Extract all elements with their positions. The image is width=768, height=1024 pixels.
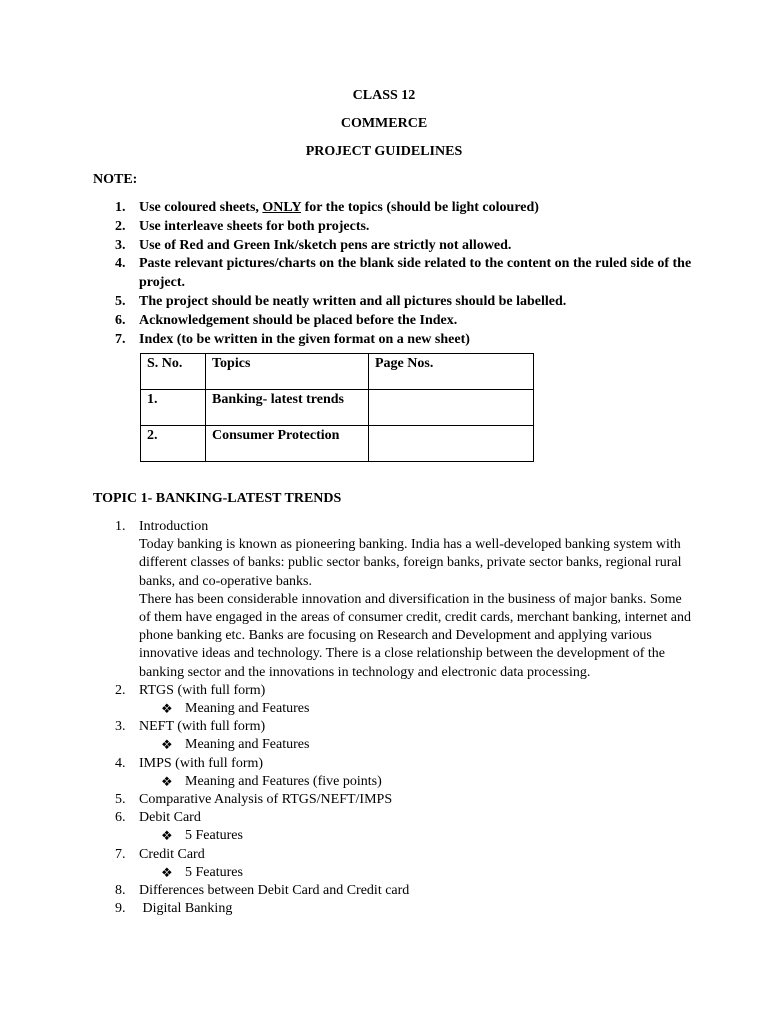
list-item-title: Credit Card (139, 846, 205, 862)
note-item (113, 293, 693, 312)
list-item-title: RTGS (with full form) (139, 682, 266, 698)
table-cell: 2. (141, 426, 206, 462)
note-text: Paste relevant pictures/charts on the blank side related to the content on the ruled side of the project. (139, 256, 692, 291)
sub-list (139, 700, 693, 718)
list-number: 6. (115, 312, 126, 328)
list-number: 4. (115, 256, 126, 272)
table-row (141, 390, 534, 426)
list-item (113, 682, 693, 718)
list-item (113, 755, 693, 791)
subject-heading: COMMERCE (340, 116, 428, 131)
list-number: 3. (115, 237, 126, 253)
table-cell (369, 426, 534, 462)
class-heading: CLASS 12 (352, 88, 416, 103)
sub-list (139, 736, 693, 754)
note-item (113, 218, 693, 237)
list-item-title: IMPS (with full form) (139, 755, 264, 771)
list-item-title: NEFT (with full form) (139, 719, 266, 735)
list-item (113, 791, 693, 809)
list-number: 1. (115, 519, 126, 534)
guidelines-heading: PROJECT GUIDELINES (305, 144, 463, 159)
sub-list-item: ❖ Meaning and Features (139, 736, 693, 754)
list-number: 3. (115, 719, 126, 735)
table-cell: 1. (141, 390, 206, 426)
note-text: Use of Red and Green Ink/sketch pens are strictly not allowed. (139, 237, 512, 253)
list-item-title: Introduction (139, 519, 209, 534)
table-header-cell: S. No. (141, 354, 206, 390)
list-item (113, 809, 693, 845)
note-label: NOTE: (93, 172, 138, 187)
paragraph: There has been considerable innovation and diversification in the business of major banks. Some of them have engaged in the areas of consumer credit, credit cards, merchant banking, internet and phone banking etc. Banks are focusing on Research and Development and applying various innovative ideas and technology. There is a close relationship between the development of the banking sector and the innovations in technology and electronic data processing. (139, 591, 691, 680)
list-item-title: Debit Card (139, 810, 201, 826)
table-header-cell: Page Nos. (369, 354, 534, 390)
list-number: 1. (115, 200, 126, 215)
list-item-title: Comparative Analysis of RTGS/NEFT/IMPS (139, 792, 393, 808)
table-header-row (141, 354, 534, 390)
list-number: 7. (115, 846, 126, 862)
note-item (113, 237, 693, 256)
list-number: 2. (115, 218, 126, 234)
table-row (141, 426, 534, 462)
diamond-bullet-icon: ❖ (161, 864, 173, 880)
list-number: 2. (115, 682, 126, 698)
list-item (113, 900, 693, 918)
table-cell: Consumer Protection (206, 426, 369, 462)
list-number: 8. (115, 883, 126, 899)
list-item-title: Differences between Debit Card and Credit card (139, 883, 410, 899)
note-text: Use interleave sheets for both projects. (139, 218, 370, 234)
diamond-bullet-icon: ❖ (161, 773, 173, 789)
note-text: Index (to be written in the given format on a new sheet) (139, 331, 470, 347)
paragraph: Today banking is known as pioneering banking. India has a well-developed banking system with different classes of banks: public sector banks, foreign banks, private sector banks, regional rural banks, and co-operative banks. (139, 537, 682, 589)
table-cell (369, 390, 534, 426)
sub-list-item: ❖ 5 Features (139, 864, 693, 882)
diamond-bullet-icon: ❖ (161, 737, 173, 753)
sub-list (139, 773, 693, 791)
note-item (113, 312, 693, 331)
sub-list-item: ❖ 5 Features (139, 827, 693, 845)
note-text: Use coloured sheets, (139, 200, 263, 215)
list-item (113, 518, 693, 682)
topic-list (113, 518, 693, 918)
table-cell: Banking- latest trends (206, 390, 369, 426)
note-text: The project should be neatly written and all pictures should be labelled. (139, 293, 567, 309)
list-number: 6. (115, 810, 126, 826)
note-item (113, 255, 693, 293)
list-item (113, 882, 693, 900)
list-item (113, 846, 693, 882)
list-number: 7. (115, 331, 126, 347)
list-number: 5. (115, 293, 126, 309)
sub-list-item: ❖ Meaning and Features (139, 700, 693, 718)
list-number: 5. (115, 792, 126, 808)
list-number: 4. (115, 755, 126, 771)
sub-list-item: ❖ Meaning and Features (five points) (139, 773, 693, 791)
index-table (140, 353, 534, 462)
note-text: for the topics (should be light coloured) (301, 200, 539, 215)
sub-list (139, 864, 693, 882)
list-item (113, 718, 693, 754)
note-item (113, 199, 693, 218)
sub-list (139, 827, 693, 845)
emphasis-text: ONLY (262, 200, 302, 215)
list-number: 9. (115, 901, 126, 917)
list-item-title: Digital Banking (139, 901, 233, 917)
table-header-cell: Topics (206, 354, 369, 390)
diamond-bullet-icon: ❖ (161, 701, 173, 717)
note-text: Acknowledgement should be placed before the Index. (139, 312, 458, 328)
note-item (113, 331, 693, 350)
diamond-bullet-icon: ❖ (161, 828, 173, 844)
note-list (113, 199, 693, 349)
topic-heading: TOPIC 1- BANKING-LATEST TRENDS (93, 491, 342, 506)
